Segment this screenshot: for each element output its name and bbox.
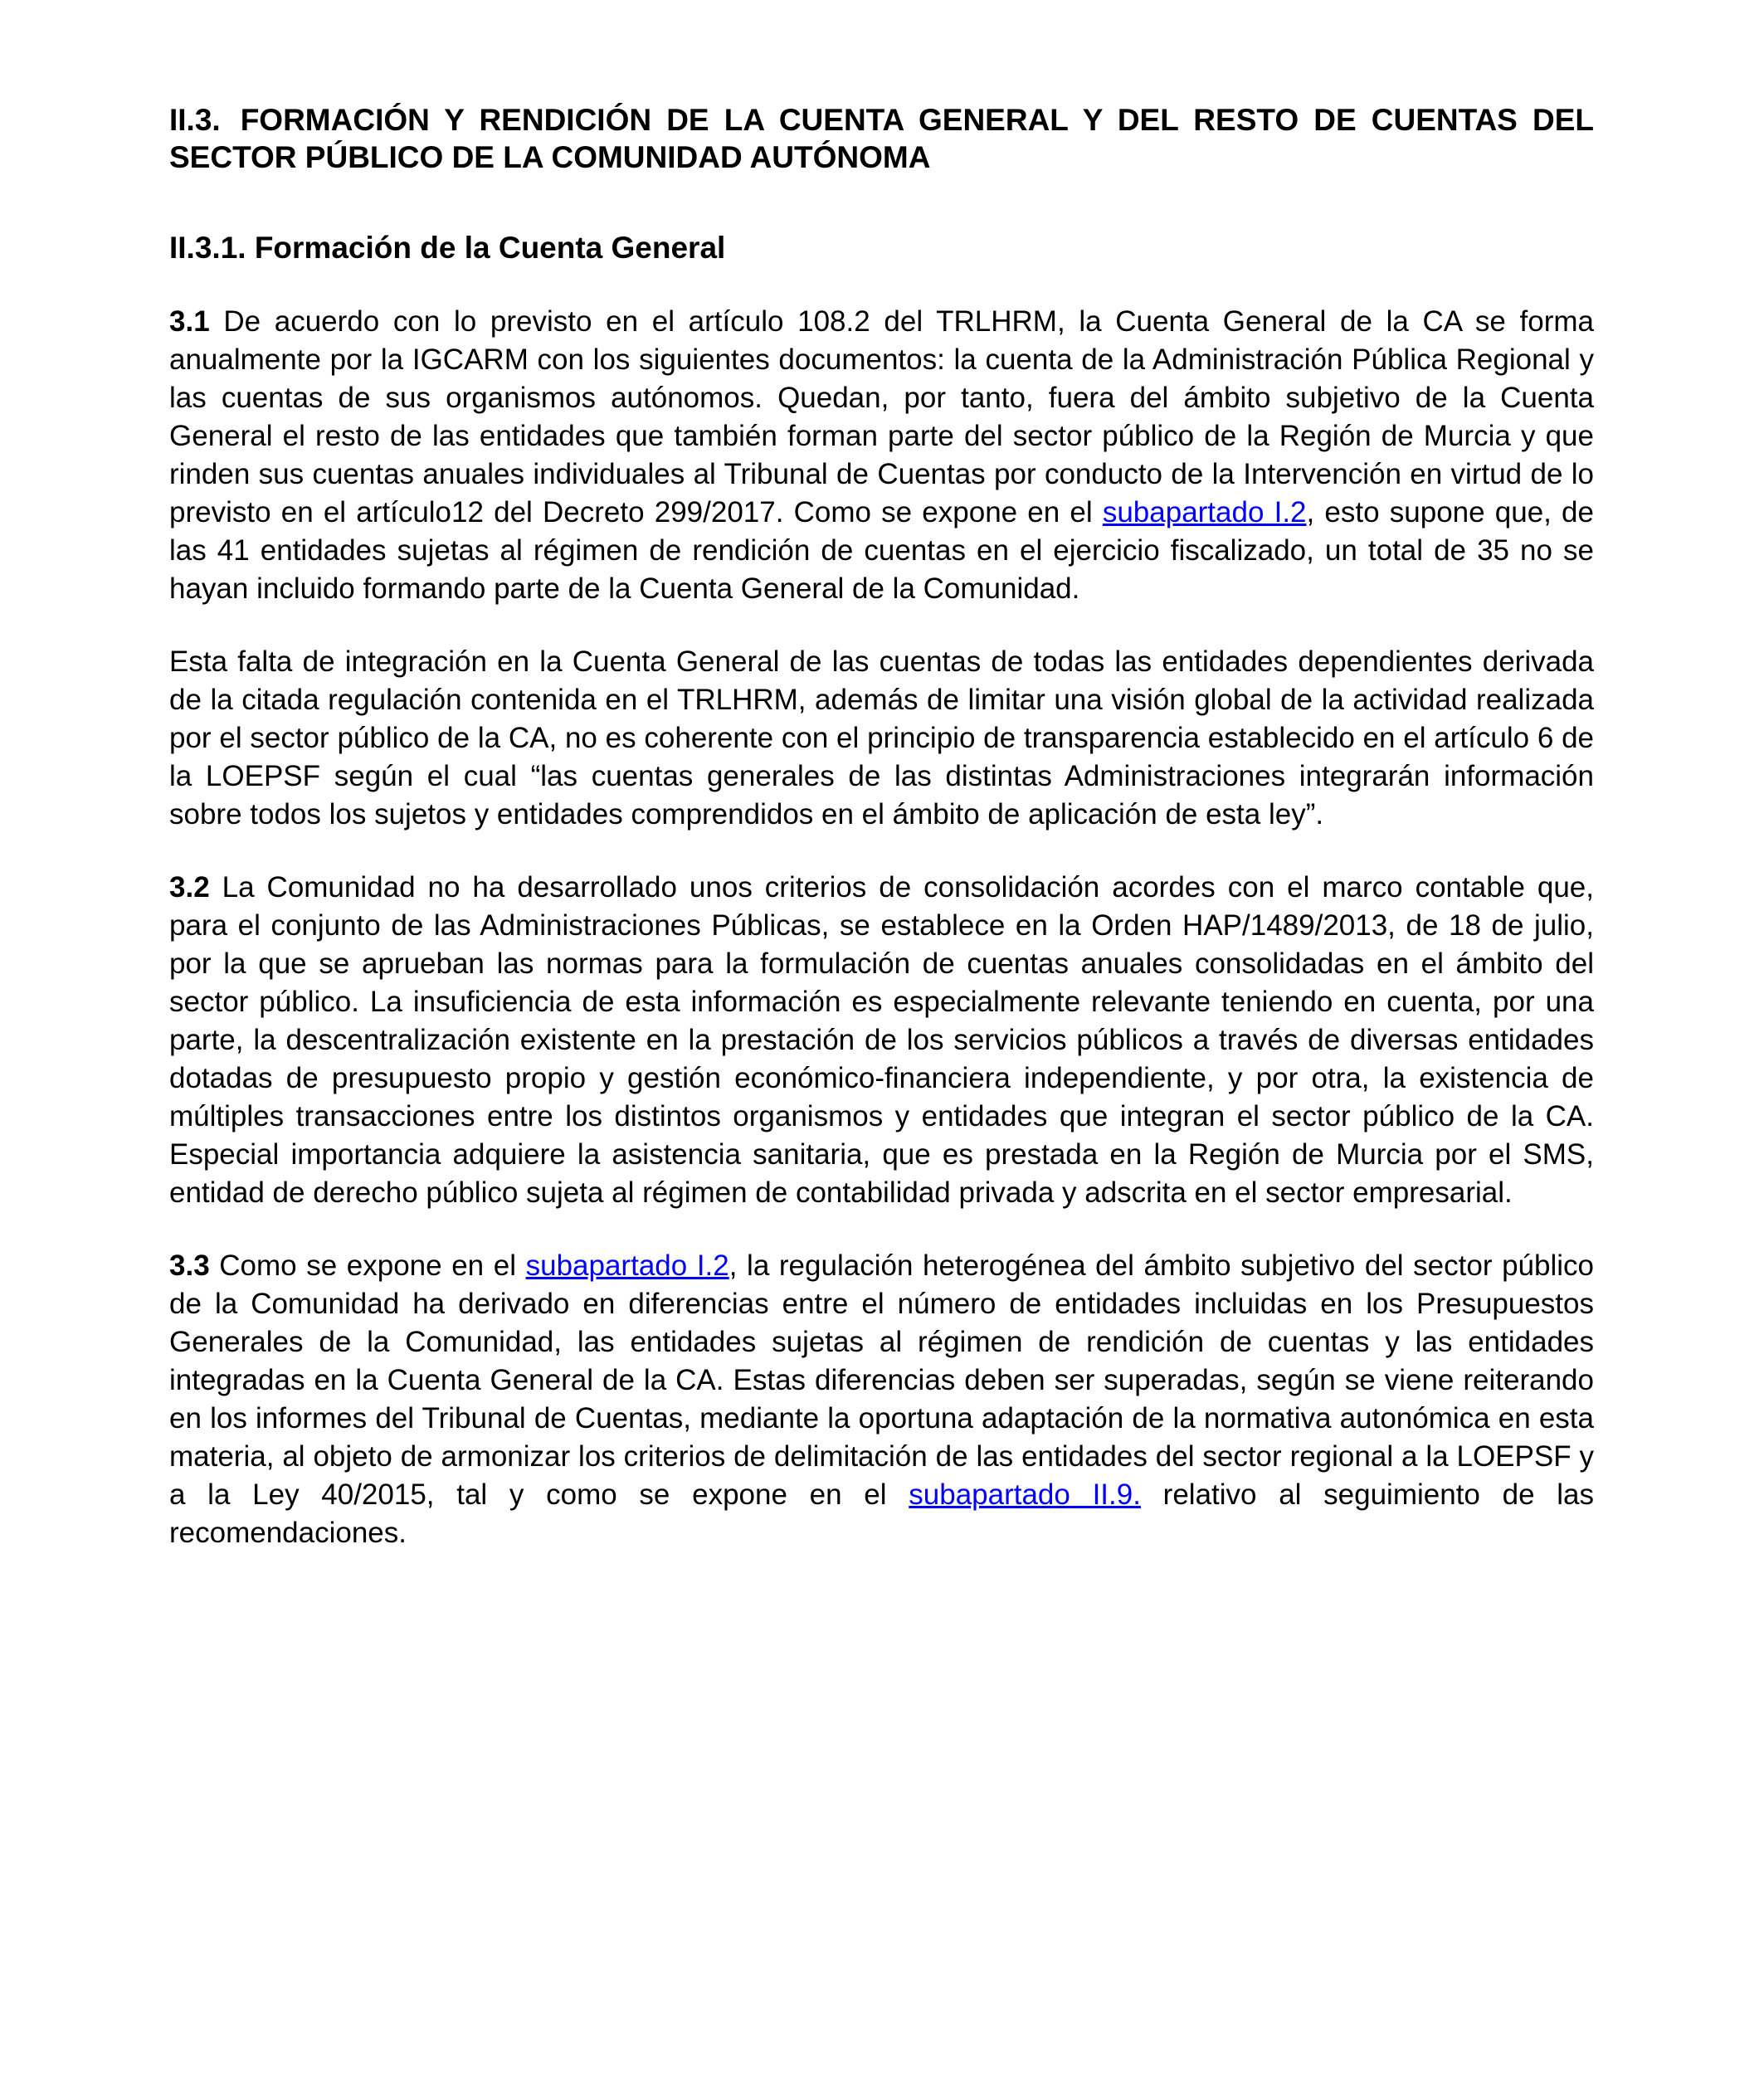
link-subapartado-I2[interactable]: subapartado I.2 <box>1102 496 1307 528</box>
paragraph-3-1-number: 3.1 <box>169 305 210 338</box>
paragraph-3-3-text-1: Como se expone en el <box>209 1249 526 1282</box>
paragraph-3-1 <box>169 303 1594 608</box>
subsection-heading: II.3.1. Formación de la Cuenta General <box>169 231 726 265</box>
link-subapartado-II9[interactable]: subapartado II.9. <box>909 1478 1141 1511</box>
section-title: FORMACIÓN Y RENDICIÓN DE LA CUENTA GENERAL Y DEL RESTO DE CUENTAS DEL SECTOR PÚBLICO DE LA COMUNIDAD AUTÓNOMA <box>169 103 1594 174</box>
paragraph-3-1-text-before-link: De acuerdo con lo previsto en el artículo 108.2 del TRLHRM, la Cuenta General de la CA se forma anualmente por la IGCARM con los siguientes documentos: la cuenta de la Administración Pública Regional y las cuentas de sus organismos autónomos. Quedan, por tanto, fuera del ámbito subjetivo de la Cuenta General el resto de las entidades que también forman parte del sector público de la Región de Murcia y que rinden sus cuentas anuales individuales al Tribunal de Cuentas por conducto de la Intervención en virtud de lo previsto en el artículo12 del Decreto 299/2017. Como se expone en el <box>169 305 1594 528</box>
paragraph-3-3 <box>169 1247 1594 1552</box>
paragraph-3-2-text: La Comunidad no ha desarrollado unos criterios de consolidación acordes con el marco contable que, para el conjunto de las Administraciones Públicas, se establece en la Orden HAP/1489/2013, de 18 de julio, por la que se aprueban las normas para la formulación de cuentas anuales consolidadas en el ámbito del sector público. La insuficiencia de esta información es especialmente relevante teniendo en cuenta, por una parte, la descentralización existente en la prestación de los servicios públicos a través de diversas entidades dotadas de presupuesto propio y gestión económico-financiera independiente, y por otra, la existencia de múltiples transacciones entre los distintos organismos y entidades que integran el sector público de la CA. Especial importancia adquiere la asistencia sanitaria, que es prestada en la Región de Murcia por el SMS, entidad de derecho público sujeta al régimen de contabilidad privada y adscrita en el sector empresarial. <box>169 871 1594 1209</box>
section-number: II.3. <box>169 103 221 137</box>
link-subapartado-I2-second[interactable]: subapartado I.2 <box>525 1249 729 1282</box>
paragraph-integration-note: Esta falta de integración en la Cuenta General de las cuentas de todas las entidades dependientes derivada de la citada regulación contenida en el TRLHRM, además de limitar una visión global de la actividad realizada por el sector público de la CA, no es coherente con el principio de transparencia establecido en el artículo 6 de la LOEPSF según el cual “las cuentas generales de las distintas Administraciones integrarán información sobre todos los sujetos y entidades comprendidos en el ámbito de aplicación de esta ley”. <box>169 645 1594 830</box>
paragraph-3-3-number: 3.3 <box>169 1249 210 1282</box>
paragraph-3-2 <box>169 869 1594 1212</box>
paragraph-3-3-text-2: , la regulación heterogénea del ámbito subjetivo del sector público de la Comunidad ha derivado en diferencias entre el número de entidades incluidas en los Presupuestos Generales de la Comunidad, las entidades sujetas al régimen de rendición de cuentas y las entidades integradas en la Cuenta General de la CA. Estas diferencias deben ser superadas, según se viene reiterando en los informes del Tribunal de Cuentas, mediante la oportuna adaptación de la normativa autonómica en esta materia, al objeto de armonizar los criterios de delimitación de las entidades del sector regional a la LOEPSF y a la Ley 40/2015, tal y como se expone en el <box>169 1249 1595 1511</box>
section-heading <box>169 101 1594 176</box>
paragraph-3-3-text-3: relativo al seguimiento de las recomendaciones. <box>169 1478 1594 1549</box>
paragraph-3-1-text-after-link: , esto supone que, de las 41 entidades sujetas al régimen de rendición de cuentas en el ejercicio fiscalizado, un total de 35 no se hayan incluido formando parte de la Cuenta General de la Comunidad. <box>169 496 1594 605</box>
paragraph-3-2-number: 3.2 <box>169 871 210 904</box>
